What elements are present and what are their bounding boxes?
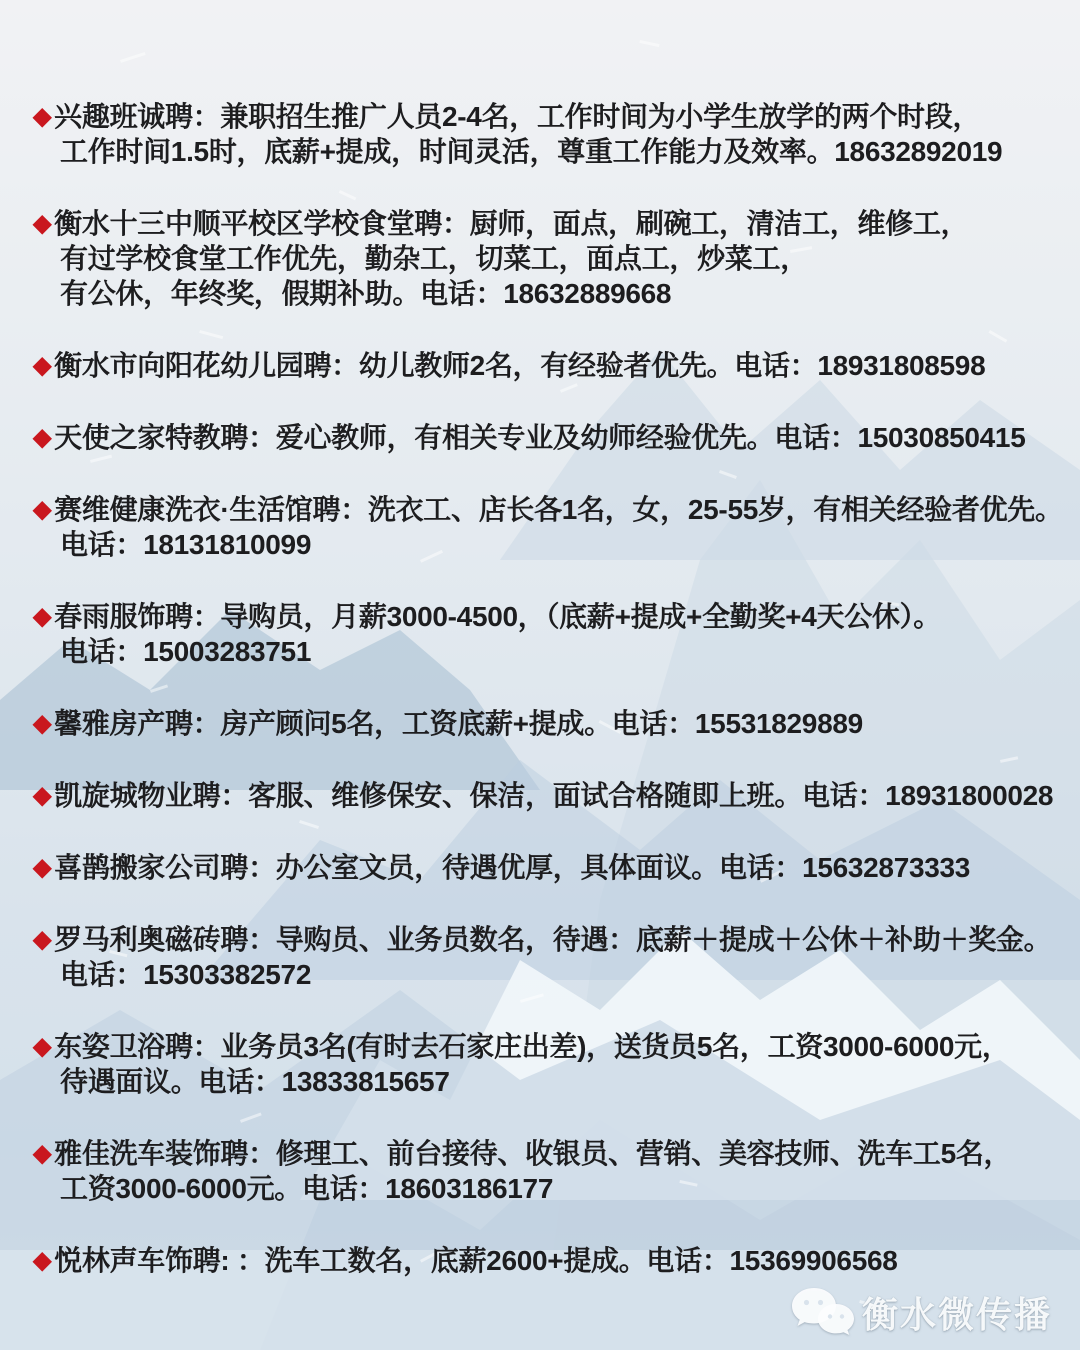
listing-lines <box>33 492 1063 562</box>
listing-line-text: 衡水市向阳花幼儿园聘：幼儿教师2名，有经验者优先。电话：18931808598 <box>54 350 986 381</box>
listing-line: 工作时间1.5时，底薪+提成，时间灵活，尊重工作能力及效率。18632892019 <box>60 136 1003 167</box>
job-listing <box>33 922 1053 992</box>
wechat-icon <box>788 1286 854 1338</box>
listing-line <box>33 1243 1053 1278</box>
listing-lines <box>33 778 1053 813</box>
listing-line-text: 喜鹊搬家公司聘：办公室文员，待遇优厚，具体面议。电话：15632873333 <box>54 852 971 883</box>
listing-line: 有过学校食堂工作优先，勤杂工，切菜工，面点工，炒菜工， <box>60 243 808 274</box>
listing-line <box>33 1136 1053 1171</box>
listing-line-text: 馨雅房产聘：房产顾问5名，工资底薪+提成。电话：15531829889 <box>54 708 863 739</box>
listing-line-text: 赛维健康洗衣·生活馆聘：洗衣工、店长各1名，女，25-55岁，有相关经验者优先。 <box>54 494 1063 525</box>
listing-line <box>33 99 1053 134</box>
job-listing <box>33 99 1053 169</box>
listing-line-text: 雅佳洗车装饰聘：修理工、前台接待、收银员、营销、美容技师、洗车工5名， <box>54 1138 1012 1169</box>
listing-line-text: 天使之家特教聘：爱心教师，有相关专业及幼师经验优先。电话：15030850415 <box>54 422 1026 453</box>
bullet-diamond-icon: ◆ <box>33 210 52 237</box>
job-listing <box>33 1029 1053 1099</box>
bullet-diamond-icon: ◆ <box>33 1140 52 1167</box>
listing-lines <box>33 206 1053 311</box>
listing-line-text: 东姿卫浴聘：业务员3名(有时去石家庄出差)，送货员5名，工资3000-6000元， <box>54 1031 1010 1062</box>
listing-lines <box>33 706 1053 741</box>
listing-line: 电话：18131810099 <box>60 529 312 560</box>
job-listing <box>33 1136 1053 1206</box>
listing-line-text: 悦林声车饰聘: ：洗车工数名，底薪2600+提成。电话：15369906568 <box>54 1245 898 1276</box>
listing-lines <box>33 1136 1053 1206</box>
job-listing <box>33 492 1063 562</box>
bullet-diamond-icon: ◆ <box>33 926 52 953</box>
job-listing <box>33 599 1053 669</box>
listing-lines <box>33 420 1053 455</box>
bullet-diamond-icon: ◆ <box>33 854 52 881</box>
listing-line <box>33 778 1053 813</box>
listing-line: 待遇面议。电话：13833815657 <box>60 1066 450 1097</box>
listing-line: 电话：15303382572 <box>60 959 312 990</box>
job-listing <box>33 706 1053 741</box>
listing-line <box>33 922 1053 957</box>
listing-line <box>33 706 1053 741</box>
listing-line-text: 兴趣班诚聘：兼职招生推广人员2-4名，工作时间为小学生放学的两个时段， <box>54 101 981 132</box>
bullet-diamond-icon: ◆ <box>33 496 52 523</box>
listing-lines <box>33 348 1053 383</box>
job-listing <box>33 778 1053 813</box>
job-listing <box>33 1243 1053 1278</box>
job-listing <box>33 850 1053 885</box>
listing-line: 有公休，年终奖，假期补助。电话：18632889668 <box>60 278 672 309</box>
watermark-label: 衡水微传播 <box>861 1293 1052 1335</box>
listing-line <box>33 420 1053 455</box>
listing-lines <box>33 1029 1053 1099</box>
listing-line <box>33 492 1063 527</box>
listing-line: 工资3000-6000元。电话：18603186177 <box>60 1173 554 1204</box>
job-listing <box>33 420 1053 455</box>
job-listings <box>33 99 1063 1278</box>
job-listing <box>33 348 1053 383</box>
bullet-diamond-icon: ◆ <box>33 424 52 451</box>
listing-lines <box>33 99 1053 169</box>
listing-lines <box>33 599 1053 669</box>
listing-line: 电话：15003283751 <box>60 636 312 667</box>
listing-line <box>33 1029 1053 1064</box>
bullet-diamond-icon: ◆ <box>33 352 52 379</box>
watermark <box>788 1286 1052 1338</box>
listing-line-text: 春雨服饰聘：导购员，月薪3000-4500，（底薪+提成+全勤奖+4天公休）。 <box>54 601 942 632</box>
listing-line <box>33 599 1053 634</box>
bullet-diamond-icon: ◆ <box>33 1247 52 1274</box>
listing-lines <box>33 1243 1053 1278</box>
bullet-diamond-icon: ◆ <box>33 1033 52 1060</box>
listing-line-text: 罗马利奥磁砖聘：导购员、业务员数名，待遇：底薪＋提成＋公休＋补助＋奖金。 <box>54 924 1052 955</box>
listing-lines <box>33 922 1053 992</box>
listing-lines <box>33 850 1053 885</box>
bullet-diamond-icon: ◆ <box>33 782 52 809</box>
listing-line-text: 衡水十三中顺平校区学校食堂聘：厨师，面点，刷碗工，清洁工，维修工， <box>54 208 969 239</box>
listing-line <box>33 206 1053 241</box>
listing-line-text: 凯旋城物业聘：客服、维修保安、保洁，面试合格随即上班。电话：18931800028 <box>54 780 1054 811</box>
job-listing <box>33 206 1053 311</box>
bullet-diamond-icon: ◆ <box>33 103 52 130</box>
listing-line <box>33 850 1053 885</box>
bullet-diamond-icon: ◆ <box>33 710 52 737</box>
bullet-diamond-icon: ◆ <box>33 603 52 630</box>
listing-line <box>33 348 1053 383</box>
